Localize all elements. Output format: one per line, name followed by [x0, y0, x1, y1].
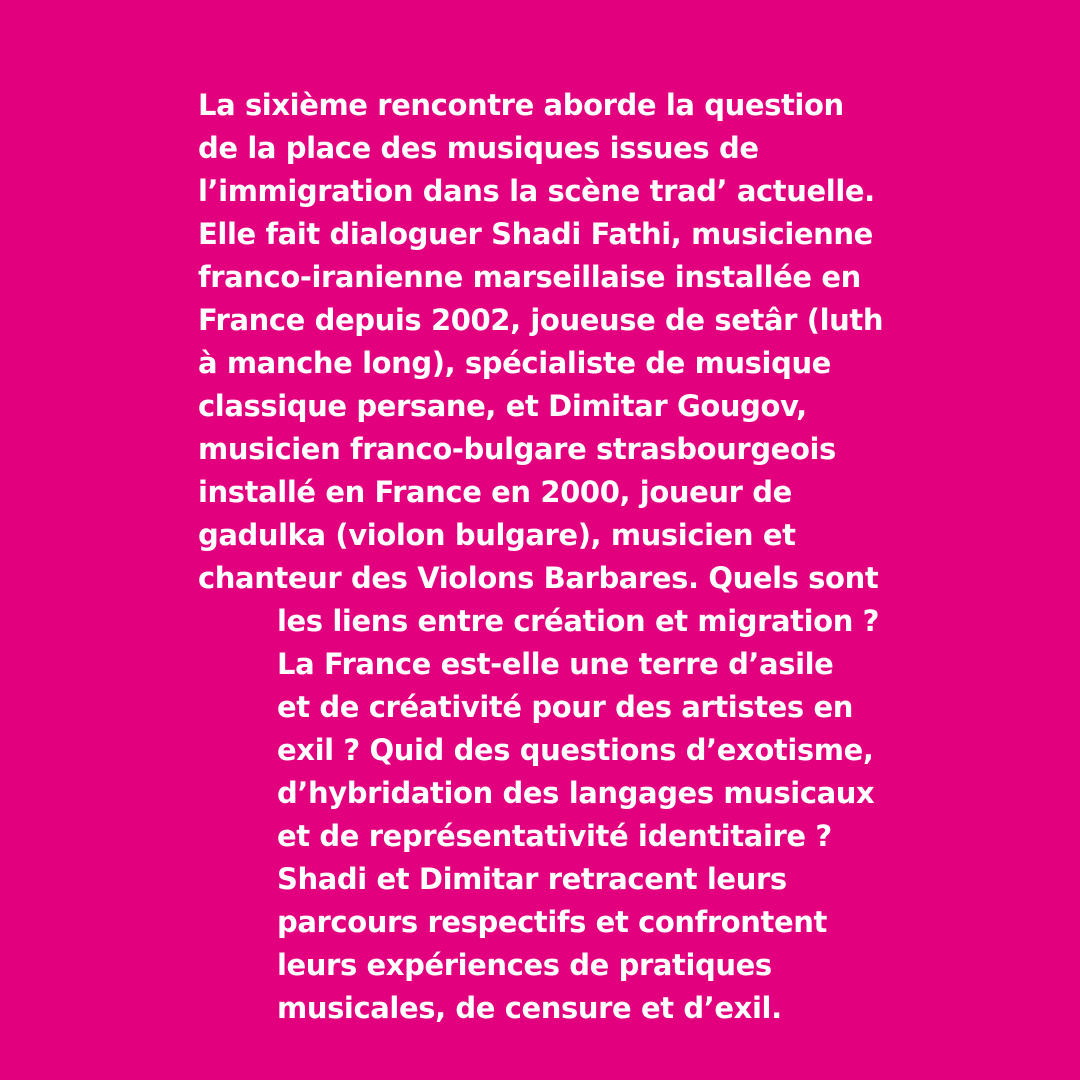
text-line: Shadi et Dimitar retracent leurs: [277, 862, 787, 896]
text-line: les liens entre création et migration ?: [277, 604, 880, 638]
text-line: à manche long), spécialiste de musique: [198, 346, 831, 380]
text-line: et de représentativité identitaire ?: [277, 819, 832, 853]
text-line: classique persane, et Dimitar Gougov,: [198, 389, 807, 423]
text-line: d’hybridation des langages musicaux: [277, 776, 875, 810]
text-line: parcours respectifs et confrontent: [277, 905, 827, 939]
text-line: installé en France en 2000, joueur de: [198, 475, 792, 509]
text-line: exil ? Quid des questions d’exotisme,: [277, 733, 874, 767]
text-line: musicales, de censure et d’exil.: [277, 991, 782, 1025]
text-line: leurs expériences de pratiques: [277, 948, 772, 982]
text-line: de la place des musiques issues de: [198, 131, 759, 165]
text-line: musicien franco-bulgare strasbourgeois: [198, 432, 836, 466]
text-line: chanteur des Violons Barbares. Quels sont: [198, 561, 879, 595]
body-text: [198, 84, 1058, 1030]
text-line: gadulka (violon bulgare), musicien et: [198, 518, 796, 552]
text-line: La sixième rencontre aborde la question: [198, 88, 844, 122]
text-line: La France est-elle une terre d’asile: [277, 647, 834, 681]
text-line: franco-iranienne marseillaise installée en: [198, 260, 861, 294]
text-line: France depuis 2002, joueuse de setâr (luth: [198, 303, 884, 337]
text-line: Elle fait dialoguer Shadi Fathi, musicienne: [198, 217, 873, 251]
text-line: l’immigration dans la scène trad’ actuelle.: [198, 174, 875, 208]
text-line: et de créativité pour des artistes en: [277, 690, 854, 724]
